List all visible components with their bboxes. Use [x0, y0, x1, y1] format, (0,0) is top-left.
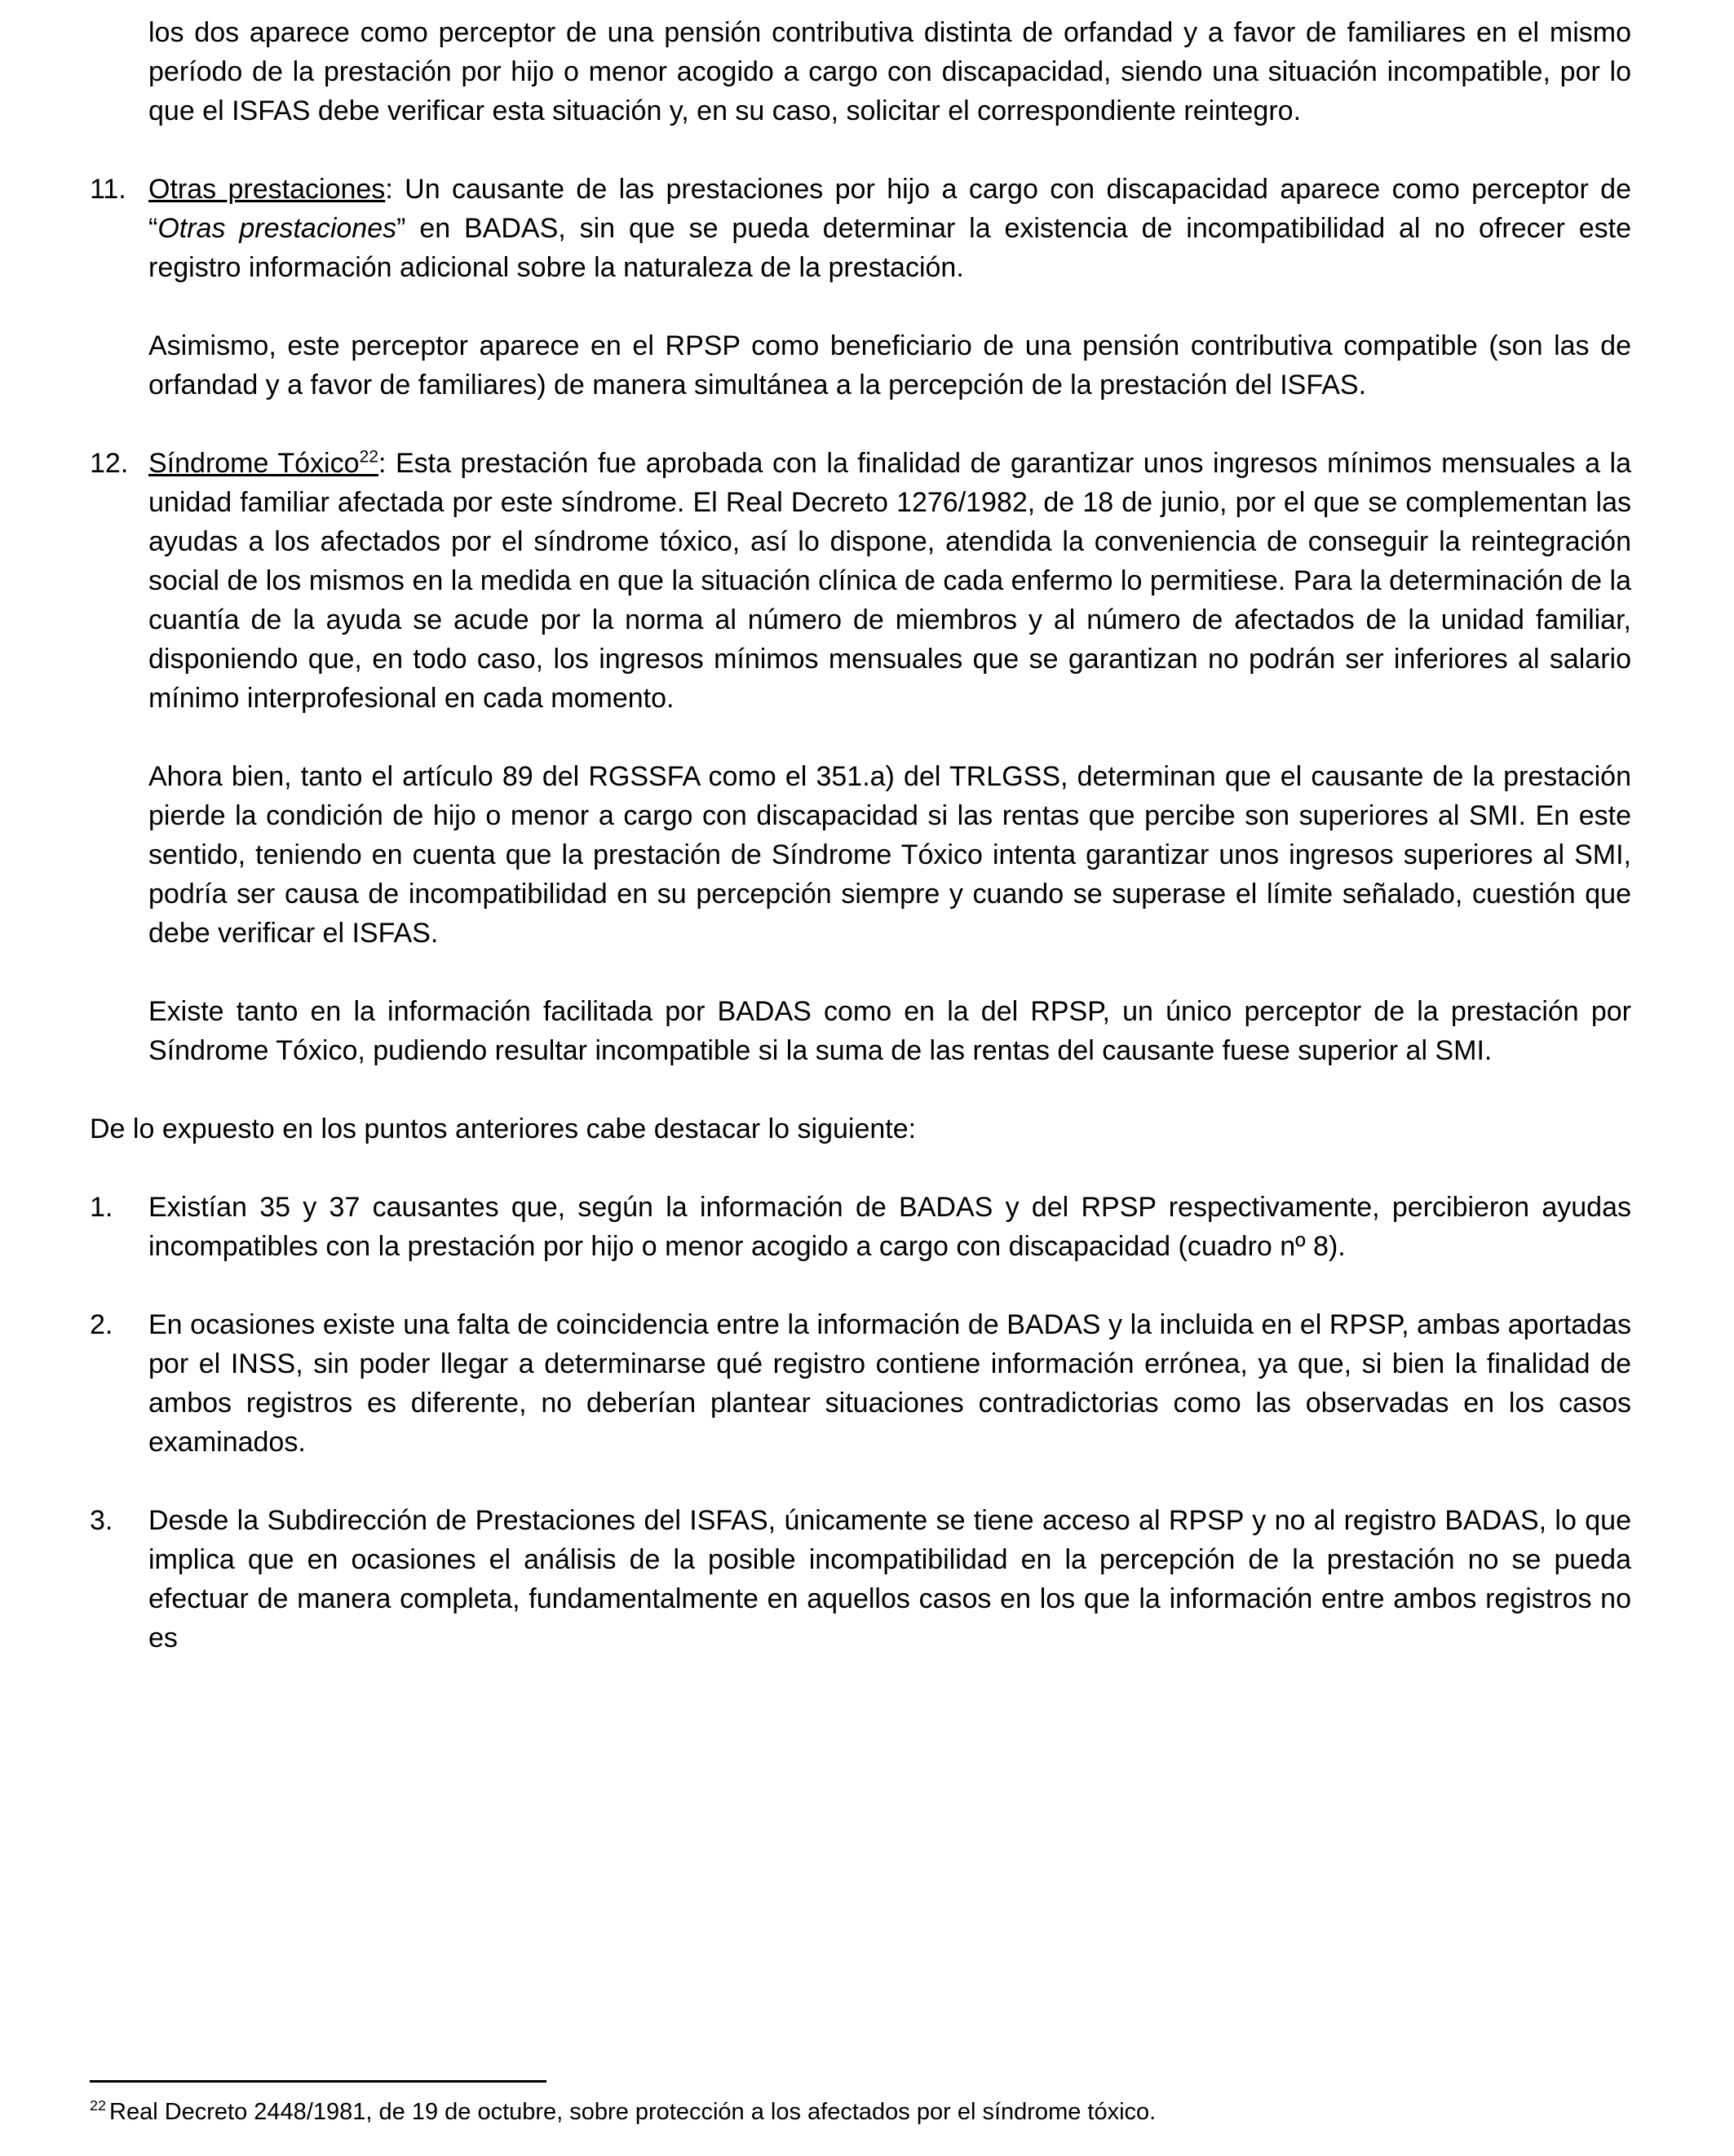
text-run: Existe tanto en la información facilitada por BADAS como en la del RPSP, un único perceptor de la prestación por Síndrome Tóxico, pudiendo resultar incompatible si la suma de las rentas del causante fuese superior al SMI.: [148, 996, 1631, 1066]
document-body: [90, 13, 1631, 2080]
text-run: Otras prestaciones: [157, 213, 397, 244]
footnote-area: [90, 2080, 1631, 2128]
list-item-text: [148, 1501, 1631, 1658]
text-run: Asimismo, este perceptor aparece en el RPSP como beneficiario de una pensión contributiva compatible (son las de orfandad y a favor de familiares) de manera simultánea a la percepción de la prestación del ISFAS.: [148, 330, 1631, 401]
text-run: los dos aparece como perceptor de una pensión contributiva distinta de orfandad y a favor de familiares en el mismo período de la prestación por hijo o menor acogido a cargo con discapacidad, siendo una situación incompatible, por lo que el ISFAS debe verificar esta situación y, en su caso, solicitar el correspondiente reintegro.: [148, 17, 1631, 126]
list-number: 12.: [90, 448, 129, 479]
list-item-text: [148, 170, 1631, 287]
text-run: [148, 448, 378, 479]
text-run: Síndrome Tóxico: [148, 448, 360, 479]
list-item-text: [148, 1188, 1631, 1266]
footnote-divider: [90, 2080, 546, 2083]
text-run: : Un causante de las prestaciones por hijo a cargo con discapacidad aparece como perceptor de “: [148, 174, 1631, 244]
list-item-text: [148, 444, 1631, 718]
text-run: Otras prestaciones: [148, 174, 386, 205]
text-run: Existían 35 y 37 causantes que, según la información de BADAS y del RPSP respectivamente, percibieron ayudas incompatibles con la prestación por hijo o menor acogido a cargo con discapacidad (cuadro nº 8).: [148, 1192, 1631, 1262]
footnote-marker: 22: [90, 2097, 106, 2114]
paragraph: [148, 326, 1631, 405]
text-run: : Esta prestación fue aprobada con la finalidad de garantizar unos ingresos mínimos mensuales a la unidad familiar afectada por este síndrome. El Real Decreto 1276/1982, de 18 de junio, por el que se complementan las ayudas a los afectados por el síndrome tóxico, así lo dispone, atendida la conveniencia de conseguir la reintegración social de los mismos en la medida en que la situación clínica de cada enfermo lo permitiese. Para la determinación de la cuantía de la ayuda se acude por la norma al número de miembros y al número de afectados de la unidad familiar, disponiendo que, en todo caso, los ingresos mínimos mensuales que se garantizan no podrán ser inferiores al salario mínimo interprofesional en cada momento.: [148, 448, 1631, 714]
list-item-1: [90, 1188, 1631, 1266]
paragraph: [148, 13, 1631, 131]
paragraph: [90, 1109, 1631, 1149]
list-item-12: [90, 444, 1631, 718]
list-number: 1.: [90, 1192, 113, 1223]
text-run: En ocasiones existe una falta de coincidencia entre la información de BADAS y la incluida en el RPSP, ambas aportadas por el INSS, sin poder llegar a determinarse qué registro contiene información errónea, ya que, si bien la finalidad de ambos registros es diferente, no deberían plantear situaciones contradictorias como las observadas en los casos examinados.: [148, 1309, 1631, 1458]
list-number: 3.: [90, 1505, 113, 1536]
list-number: 2.: [90, 1309, 113, 1340]
list-item-2: [90, 1305, 1631, 1462]
list-item-3: [90, 1501, 1631, 1658]
text-run: 22: [359, 447, 378, 467]
paragraph: [148, 757, 1631, 953]
text-run: Desde la Subdirección de Prestaciones del ISFAS, únicamente se tiene acceso al RPSP y no al registro BADAS, lo que implica que en ocasiones el análisis de la posible incompatibilidad en la percepción de la prestación no se pueda efectuar de manera completa, fundamentalmente en aquellos casos en los que la información entre ambos registros no es: [148, 1505, 1631, 1654]
paragraph: [148, 992, 1631, 1070]
list-item-text: [148, 1305, 1631, 1462]
text-run: ” en BADAS, sin que se pueda determinar la existencia de incompatibilidad al no ofrecer este registro información adicional sobre la naturaleza de la prestación.: [148, 213, 1631, 283]
text-run: De lo expuesto en los puntos anteriores cabe destacar lo siguiente:: [90, 1113, 917, 1144]
list-item-11: [90, 170, 1631, 287]
footnote: [90, 2096, 1631, 2128]
footnote-text: Real Decreto 2448/1981, de 19 de octubre, sobre protección a los afectados por el síndrome tóxico.: [109, 2099, 1157, 2125]
text-run: Ahora bien, tanto el artículo 89 del RGSSFA como el 351.a) del TRLGSS, determinan que el causante de la prestación pierde la condición de hijo o menor a cargo con discapacidad si las rentas que percibe son superiores al SMI. En este sentido, teniendo en cuenta que la prestación de Síndrome Tóxico intenta garantizar unos ingresos superiores al SMI, podría ser causa de incompatibilidad en su percepción siempre y cuando se superase el límite señalado, cuestión que debe verificar el ISFAS.: [148, 761, 1631, 949]
list-number: 11.: [90, 174, 126, 205]
